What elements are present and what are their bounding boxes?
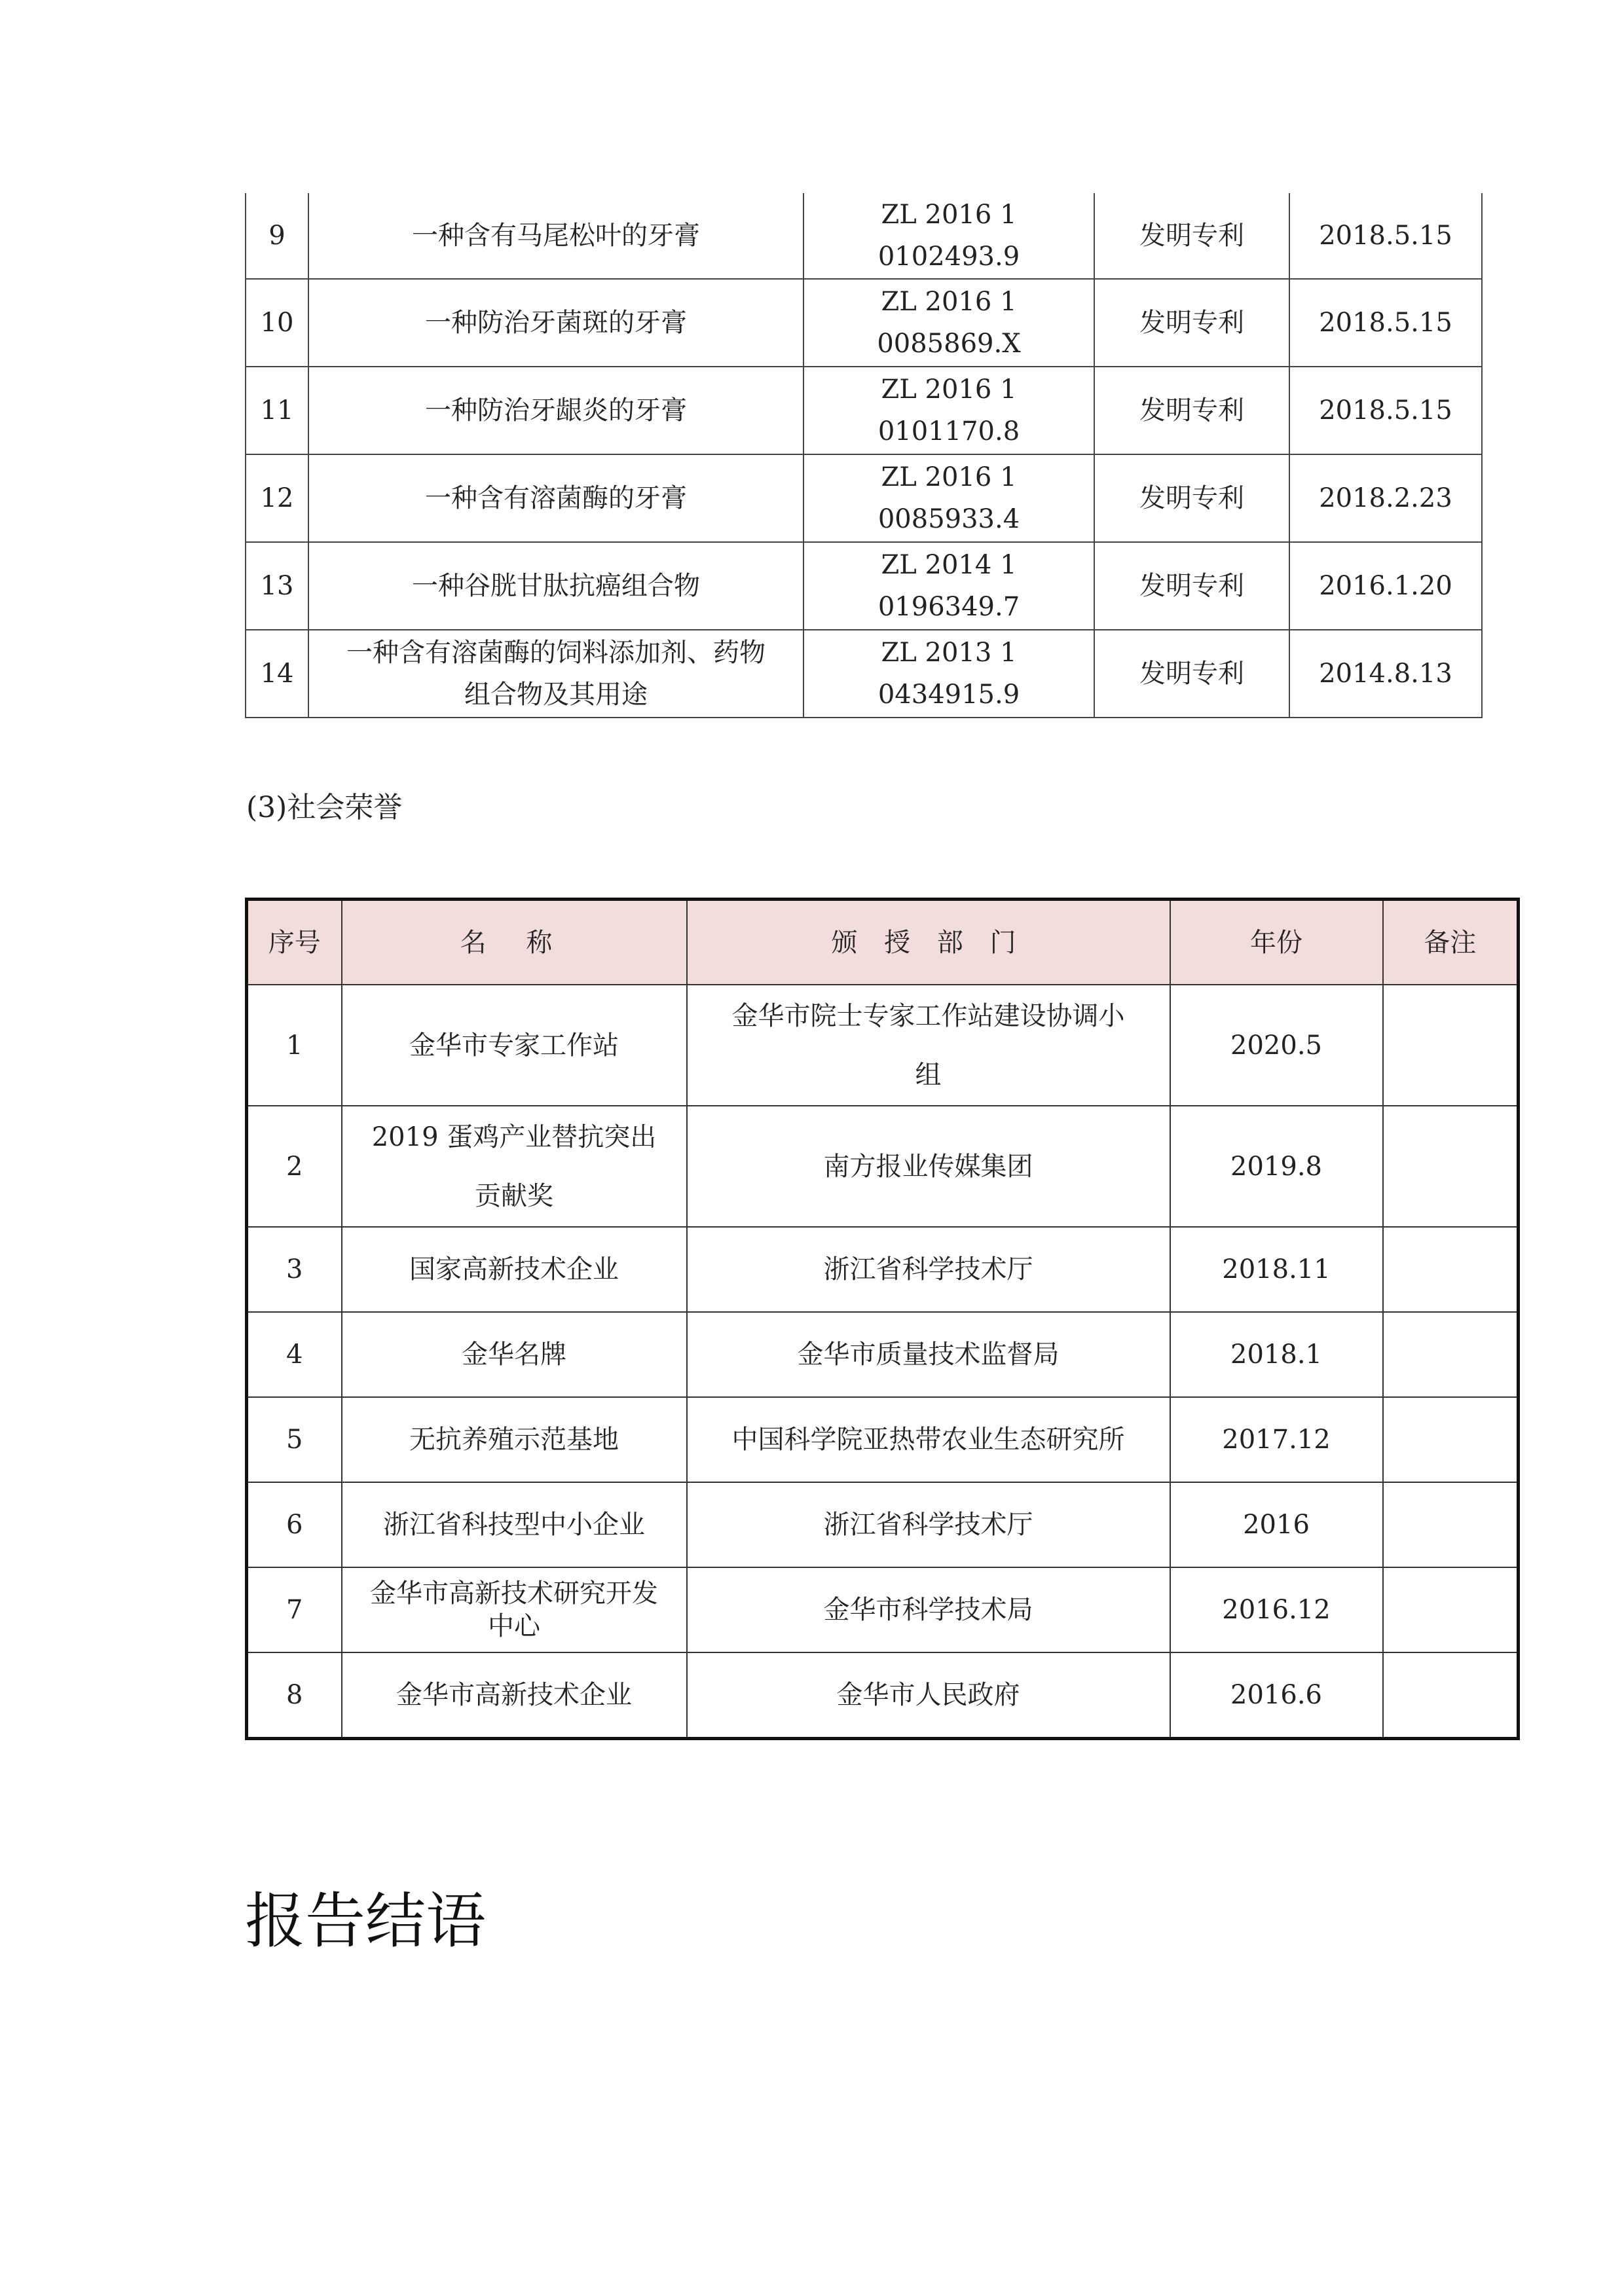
honor-note: [1383, 1652, 1519, 1739]
patent-type: 发明专利: [1094, 367, 1289, 454]
patent-number: ZL 2014 1 0196349.7: [803, 542, 1094, 630]
honor-issuer: 金华市质量技术监督局: [687, 1312, 1170, 1397]
table-row: [246, 454, 1482, 542]
patent-table: [245, 193, 1483, 718]
table-row: [246, 367, 1482, 454]
table-row: [246, 279, 1482, 367]
patent-name-line: 一种含有溶菌酶的饲料添加剂、药物: [346, 638, 766, 668]
honor-name: [342, 1567, 687, 1652]
honors-table: [245, 898, 1520, 1740]
honor-no: 2: [247, 1106, 342, 1227]
honor-name-line: 贡献奖: [475, 1180, 553, 1211]
honor-note: [1383, 1312, 1519, 1397]
honor-issuer: 浙江省科学技术厅: [687, 1482, 1170, 1567]
col-header-issuer: 颁 授 部 门: [687, 900, 1170, 985]
honor-year: 2016.6: [1170, 1652, 1383, 1739]
honor-no: 5: [247, 1397, 342, 1482]
patent-date: 2016.1.20: [1289, 542, 1482, 630]
honor-name: 无抗养殖示范基地: [342, 1397, 687, 1482]
honor-year: 2019.8: [1170, 1106, 1383, 1227]
honor-name: 金华市专家工作站: [342, 985, 687, 1106]
table-row: [247, 985, 1519, 1106]
col-header-no: 序号: [247, 900, 342, 985]
table-header-row: [247, 900, 1519, 985]
honor-name: 浙江省科技型中小企业: [342, 1482, 687, 1567]
honor-issuer-line: 组: [915, 1059, 942, 1090]
honor-name: 金华市高新技术企业: [342, 1652, 687, 1739]
patent-name: 一种防治牙龈炎的牙膏: [308, 367, 803, 454]
honor-name: 国家高新技术企业: [342, 1227, 687, 1312]
table-row: [246, 193, 1482, 279]
honor-year: 2016.12: [1170, 1567, 1383, 1652]
section-heading: (3)社会荣誉: [246, 791, 403, 824]
honor-name-line: 金华市高新技术研究开发: [370, 1578, 658, 1609]
table-row: [247, 1312, 1519, 1397]
patent-number: ZL 2016 1 0085869.X: [803, 279, 1094, 367]
patent-type: 发明专利: [1094, 630, 1289, 718]
table-row: [247, 1482, 1519, 1567]
table-row: [247, 1567, 1519, 1652]
honor-year: 2018.1: [1170, 1312, 1383, 1397]
patent-date: 2018.5.15: [1289, 193, 1482, 279]
patent-type: 发明专利: [1094, 542, 1289, 630]
honor-issuer: 中国科学院亚热带农业生态研究所: [687, 1397, 1170, 1482]
patent-date: 2018.5.15: [1289, 367, 1482, 454]
honor-issuer-line: 金华市院士专家工作站建设协调小: [731, 1000, 1125, 1031]
honor-year: 2020.5: [1170, 985, 1383, 1106]
honor-name: 金华名牌: [342, 1312, 687, 1397]
honor-issuer: 南方报业传媒集团: [687, 1106, 1170, 1227]
honor-no: 8: [247, 1652, 342, 1739]
honor-issuer: [687, 985, 1170, 1106]
patent-number: ZL 2016 1 0102493.9: [803, 193, 1094, 279]
table-row: [246, 542, 1482, 630]
honor-issuer: 浙江省科学技术厅: [687, 1227, 1170, 1312]
honor-note: [1383, 1567, 1519, 1652]
honor-no: 3: [247, 1227, 342, 1312]
patent-no: 9: [246, 193, 308, 279]
table-row: [247, 1652, 1519, 1739]
patent-number: ZL 2016 1 0085933.4: [803, 454, 1094, 542]
table-row: [247, 1106, 1519, 1227]
honor-year: 2018.11: [1170, 1227, 1383, 1312]
table-row: [247, 1227, 1519, 1312]
honor-name-line: 中心: [488, 1611, 540, 1641]
patent-date: 2014.8.13: [1289, 630, 1482, 718]
honor-year: 2016: [1170, 1482, 1383, 1567]
patent-name: 一种含有马尾松叶的牙膏: [308, 193, 803, 279]
col-header-year: 年份: [1170, 900, 1383, 985]
honor-note: [1383, 1482, 1519, 1567]
patent-number: ZL 2013 1 0434915.9: [803, 630, 1094, 718]
patent-no: 10: [246, 279, 308, 367]
honor-note: [1383, 1106, 1519, 1227]
patent-name: 一种防治牙菌斑的牙膏: [308, 279, 803, 367]
patent-type: 发明专利: [1094, 193, 1289, 279]
patent-number: ZL 2016 1 0101170.8: [803, 367, 1094, 454]
patent-date: 2018.5.15: [1289, 279, 1482, 367]
col-header-name: 名 称: [342, 900, 687, 985]
patent-no: 13: [246, 542, 308, 630]
honor-no: 4: [247, 1312, 342, 1397]
honor-year: 2017.12: [1170, 1397, 1383, 1482]
patent-name: 一种谷胱甘肽抗癌组合物: [308, 542, 803, 630]
honor-issuer: 金华市科学技术局: [687, 1567, 1170, 1652]
honor-no: 7: [247, 1567, 342, 1652]
table-row: [247, 1397, 1519, 1482]
honor-issuer: 金华市人民政府: [687, 1652, 1170, 1739]
honor-note: [1383, 1397, 1519, 1482]
patent-type: 发明专利: [1094, 454, 1289, 542]
honor-note: [1383, 985, 1519, 1106]
patent-type: 发明专利: [1094, 279, 1289, 367]
honor-note: [1383, 1227, 1519, 1312]
col-header-note: 备注: [1383, 900, 1519, 985]
patent-no: 11: [246, 367, 308, 454]
table-row: [246, 630, 1482, 718]
closing-title: 报告结语: [245, 1886, 487, 1956]
honor-no: 6: [247, 1482, 342, 1567]
honor-name: [342, 1106, 687, 1227]
patent-no: 12: [246, 454, 308, 542]
patent-date: 2018.2.23: [1289, 454, 1482, 542]
patent-name: [308, 630, 803, 718]
patent-name-line: 组合物及其用途: [464, 680, 648, 710]
honor-name-line: 2019 蛋鸡产业替抗突出: [371, 1121, 657, 1152]
patent-no: 14: [246, 630, 308, 718]
patent-name: 一种含有溶菌酶的牙膏: [308, 454, 803, 542]
honor-no: 1: [247, 985, 342, 1106]
